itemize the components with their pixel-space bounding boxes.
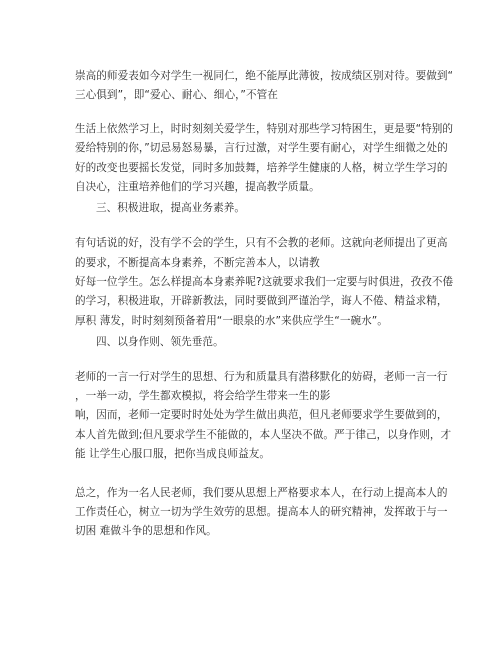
text-line: 的要求，不断提高本身素养，不断完善本人，以请教 (75, 257, 320, 269)
text-line: 工作责任心，树立一切为学生效劳的思想。提高本人的研究精神，发挥敢于与一 (75, 506, 448, 518)
text-line: ，一举一动，学生都欢模拟，将会给学生带来一生的影 (75, 390, 331, 402)
text-line: 老师的一言一行对学生的思想、行为和质量具有潜移默化的妨碍，老师一言一行 (75, 371, 448, 383)
text-line: 三心俱到”，即“爱心、耐心、细心，”不管在 (75, 89, 278, 101)
section-heading: 四、以身作则、领先垂范。 (96, 336, 224, 348)
text-line: 生活上依然学习上，时时刻刻关爱学生，特别对那些学习特困生，更是要“特别的 (75, 123, 454, 135)
text-line: 本人首先做到;但凡要求学生不能做的，本人坚决不做。严于律己，以身作则，才 (75, 429, 452, 441)
text-line: 崇高的师爱表如今对学生一视同仁，绝不能厚此薄彼，按成绩区别对待。要做到“ (75, 70, 454, 82)
text-line: 响，因而，老师一定要时时处处为学生做出典范，但凡老师要求学生要做到的， (75, 409, 448, 421)
text-line: 自决心，注重培养他们的学习兴趣，提高教学质量。 (75, 181, 320, 193)
text-line: 有句话说的好，没有学不会的学生，只有不会教的老师。这就向老师提出了更高 (75, 237, 448, 249)
text-line: 切困 难做斗争的思想和作风。 (75, 525, 217, 537)
text-line: 厚积 薄发，时时刻刻预备着用“一眼泉的水”来供应学生“一碗水”。 (75, 315, 388, 327)
text-line: 好每一位学生。怎么样提高本身素养呢?这就要求我们一定要与时俱进，孜孜不倦 (75, 276, 454, 288)
text-line: 爱给特别的你，”切忌易怒易暴，言行过激，对学生要有耐心，对学生细微之处的 (75, 142, 448, 154)
text-line: 好的改变也要摇长发觉，同时多加鼓舞，培养学生健康的人格，树立学生学习的 (75, 162, 448, 174)
section-heading: 三、积极进取，提高业务素养。 (96, 202, 246, 214)
text-line: 能 让学生心服口服，把你当成良师益友。 (75, 448, 271, 460)
text-line: 的学习，积极进取，开辟新教法，同时要做到严谨治学，诲人不倦、精益求精， (75, 295, 448, 307)
text-line: 总之，作为一名人民老师，我们要从思想上严格要求本人，在行动上提高本人的 (75, 487, 448, 499)
